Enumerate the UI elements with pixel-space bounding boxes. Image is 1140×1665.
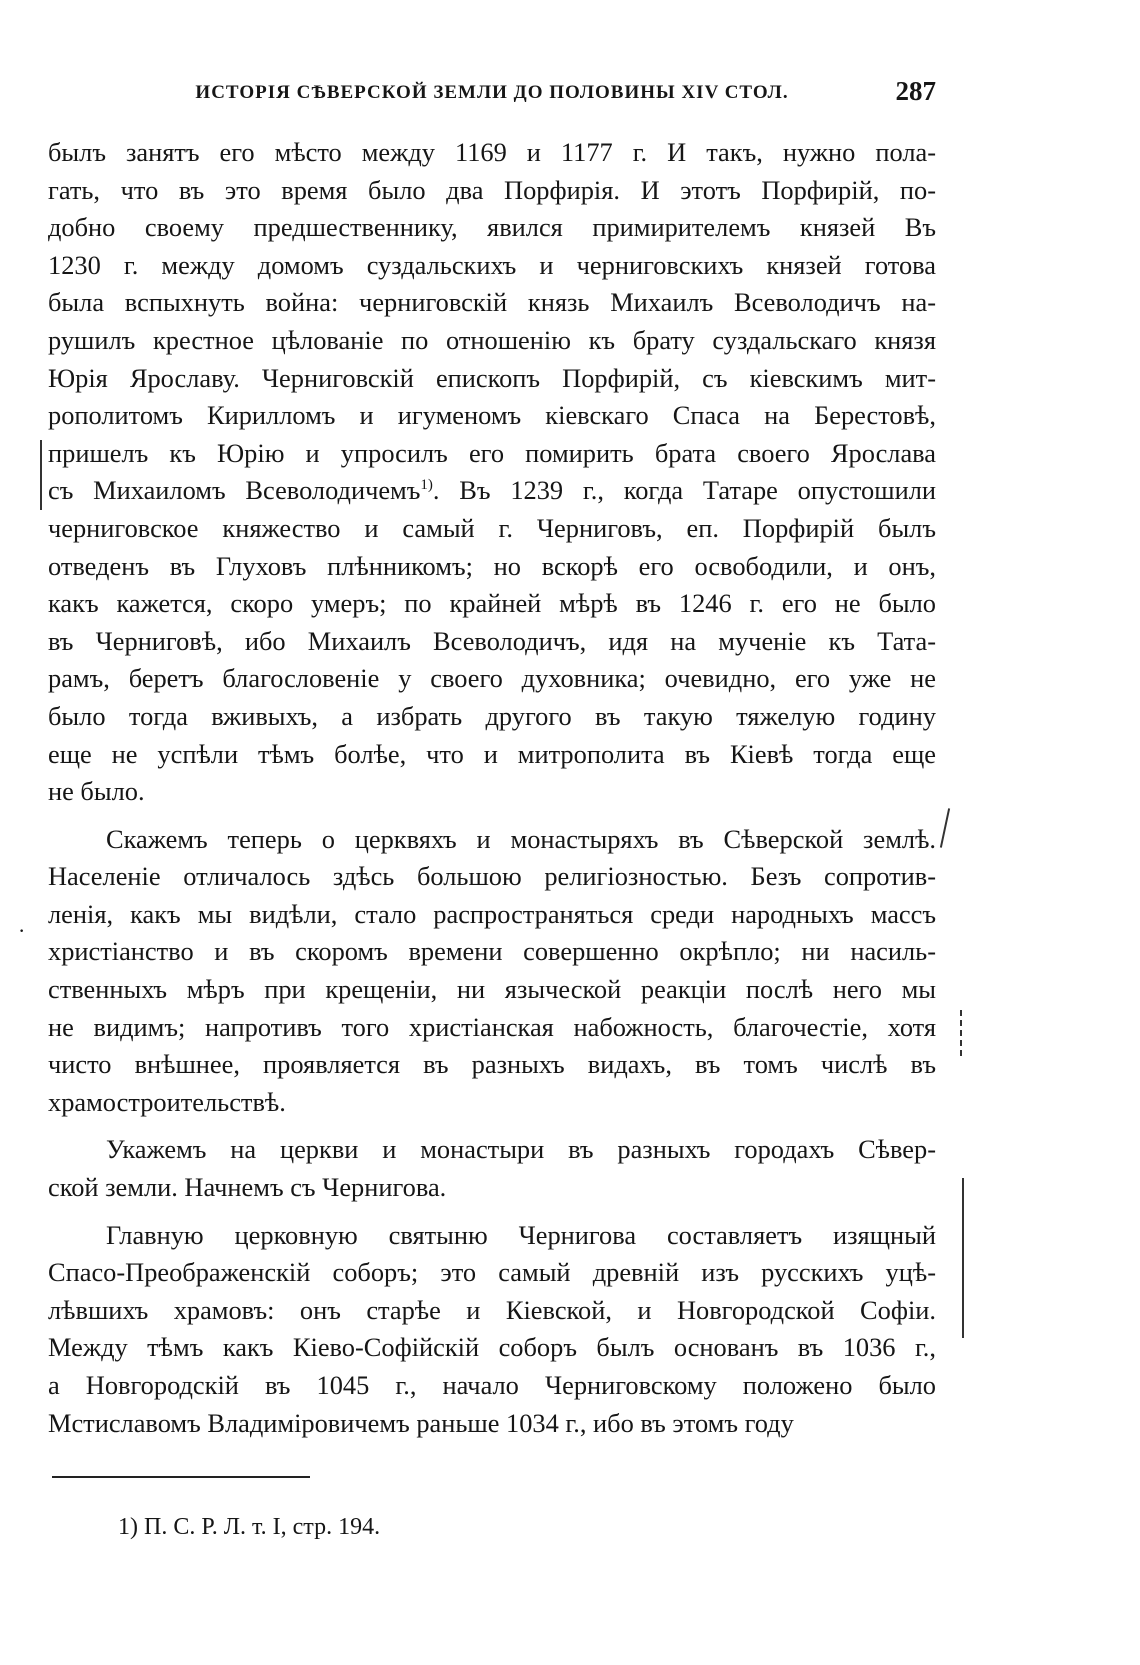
text-line <box>48 1254 936 1292</box>
line-text: Укажемъ на церкви и монастыри въ разныхъ городахъ Сѣвер- <box>106 1134 936 1165</box>
line-text: черниговское княжество и самый г. Черниговъ, еп. Порфирій былъ <box>48 512 936 543</box>
footnote <box>118 1514 380 1541</box>
footnote-rule <box>52 1476 310 1478</box>
footnote-marker: 1) <box>118 1514 138 1540</box>
margin-dot: · <box>18 918 26 943</box>
line-text: Главную церковную святыню Чернигова составляетъ изящный <box>106 1219 936 1250</box>
text-line <box>48 134 936 172</box>
line-text: Между тѣмъ какъ Кіево-Софійскій соборъ былъ основанъ въ 1036 г., <box>48 1332 936 1363</box>
running-title: ИСТОРІЯ СѢВЕРСКОЙ ЗЕМЛИ ДО ПОЛОВИНЫ XIV СТОЛ. <box>195 82 789 103</box>
line-text: а Новгородскій въ 1045 г., начало Черниговскому положено было <box>48 1370 936 1400</box>
line-text: въ Черниговѣ, ибо Михаилъ Всеволодичъ, идя на мученіе къ Тата- <box>48 625 936 656</box>
text-line <box>48 1329 936 1367</box>
text-line <box>48 660 936 698</box>
text-line <box>48 821 936 859</box>
text-line <box>48 896 936 934</box>
line-text: съ Михаиломъ Всеволодичемъ <box>48 475 421 506</box>
line-text: гать, что въ это время было два Порфирія. И этотъ Порфирій, по- <box>48 174 936 205</box>
line-text: Юрія Ярославу. Черниговскій епископъ Порфирій, съ кіевскимъ мит- <box>48 362 936 393</box>
line-text: добно своему предшественнику, явился примирителемъ князей Въ <box>48 212 936 243</box>
paragraph <box>48 821 936 1122</box>
text-line <box>48 209 936 247</box>
line-text: рополитомъ Кирилломъ и игуменомъ кіевскаго Спаса на Берестовѣ, <box>48 400 936 431</box>
text-line <box>48 1367 936 1405</box>
line-text: ственныхъ мѣръ при крещеніи, ни языческой реакціи послѣ него мы <box>48 974 936 1005</box>
text-line <box>48 1084 936 1122</box>
text-line <box>48 510 936 548</box>
line-text: не видимъ; напротивъ того христіанская набожность, благочестіе, хотя <box>48 1011 936 1042</box>
text-line <box>48 360 936 398</box>
text-line <box>48 548 936 586</box>
text-line <box>48 1009 936 1047</box>
line-text: . Въ 1239 г., когда Татаре опустошили <box>432 475 936 506</box>
text-line <box>48 435 936 473</box>
footnote-reference: 1) <box>420 477 433 494</box>
line-text: рамъ, беретъ благословеніе у своего духовника; очевидно, его уже не <box>48 663 936 694</box>
body-text <box>48 134 936 1442</box>
text-line <box>48 971 936 1009</box>
line-text: отведенъ въ Глуховъ плѣнникомъ; но вскорѣ его освободили, и онъ, <box>48 550 936 581</box>
line-text: христіанство и въ скоромъ времени совершенно окрѣпло; ни насиль- <box>48 936 936 967</box>
text-line <box>48 773 936 811</box>
line-text: ской земли. Начнемъ съ Чернигова. <box>48 1172 447 1203</box>
paragraph <box>48 1217 936 1443</box>
text-line <box>48 623 936 661</box>
line-text: Мстиславомъ Владиміровичемъ раньше 1034 г., ибо въ этомъ году <box>48 1407 794 1438</box>
line-text: пришелъ къ Юрію и упросилъ его помирить брата своего Ярослава <box>48 437 936 468</box>
line-text: лѣвшихъ храмовъ: онъ старѣе и Кіевской, и Новгородской Софіи. <box>48 1294 936 1325</box>
text-line <box>48 933 936 971</box>
text-line <box>48 247 936 285</box>
text-line <box>48 472 936 510</box>
line-text: еще не успѣли тѣмъ болѣе, что и митрополита въ Кіевѣ тогда еще <box>48 738 936 769</box>
line-text: не было. <box>48 776 145 807</box>
text-line <box>48 698 936 736</box>
line-text: Скажемъ теперь о церквяхъ и монастыряхъ въ Сѣверской землѣ. <box>106 823 936 854</box>
line-text: ленія, какъ мы видѣли, стало распространяться среди народныхъ массъ <box>48 898 936 929</box>
text-line <box>48 585 936 623</box>
paragraph <box>48 134 936 811</box>
line-text: было тогда вживыхъ, а избрать другого въ такую тяжелую годину <box>48 700 936 731</box>
text-line <box>48 736 936 774</box>
text-line <box>48 858 936 896</box>
line-text: какъ кажется, скоро умеръ; по крайней мѣрѣ въ 1246 г. его не было <box>48 588 936 619</box>
text-line <box>48 1292 936 1330</box>
footnote-text: П. С. Р. Л. т. I, стр. 194. <box>144 1514 381 1540</box>
text-line <box>48 284 936 322</box>
text-line <box>48 1405 936 1443</box>
paragraph <box>48 1131 936 1206</box>
line-text: былъ занятъ его мѣсто между 1169 и 1177 г. И такъ, нужно пола- <box>48 137 936 167</box>
text-line <box>48 1046 936 1084</box>
margin-mark <box>940 808 950 848</box>
margin-mark <box>962 1178 964 1338</box>
text-line <box>48 1217 936 1255</box>
line-text: Населеніе отличалось здѣсь большою религіозностью. Безъ сопротив- <box>48 861 936 892</box>
text-line <box>48 1131 936 1169</box>
line-text: рушилъ крестное цѣлованіе по отношенію къ брату суздальскаго князя <box>48 324 936 355</box>
line-text: 1230 г. между домомъ суздальскихъ и черниговскихъ князей готова <box>48 249 936 280</box>
text-line <box>48 397 936 435</box>
line-text: была вспыхнуть война: черниговскій князь Михаилъ Всеволодичъ на- <box>48 287 936 318</box>
line-text: чисто внѣшнее, проявляется въ разныхъ видахъ, въ томъ числѣ въ <box>48 1049 936 1080</box>
page-header <box>48 76 936 118</box>
text-line <box>48 172 936 210</box>
text-line <box>48 322 936 360</box>
margin-mark <box>960 1010 962 1056</box>
line-text: храмостроительствѣ. <box>48 1086 286 1117</box>
margin-mark <box>40 440 42 510</box>
line-text: Спасо-Преображенскій соборъ; это самый древній изъ русскихъ уцѣ- <box>48 1257 936 1288</box>
page-number: 287 <box>895 76 936 106</box>
text-line <box>48 1169 936 1207</box>
